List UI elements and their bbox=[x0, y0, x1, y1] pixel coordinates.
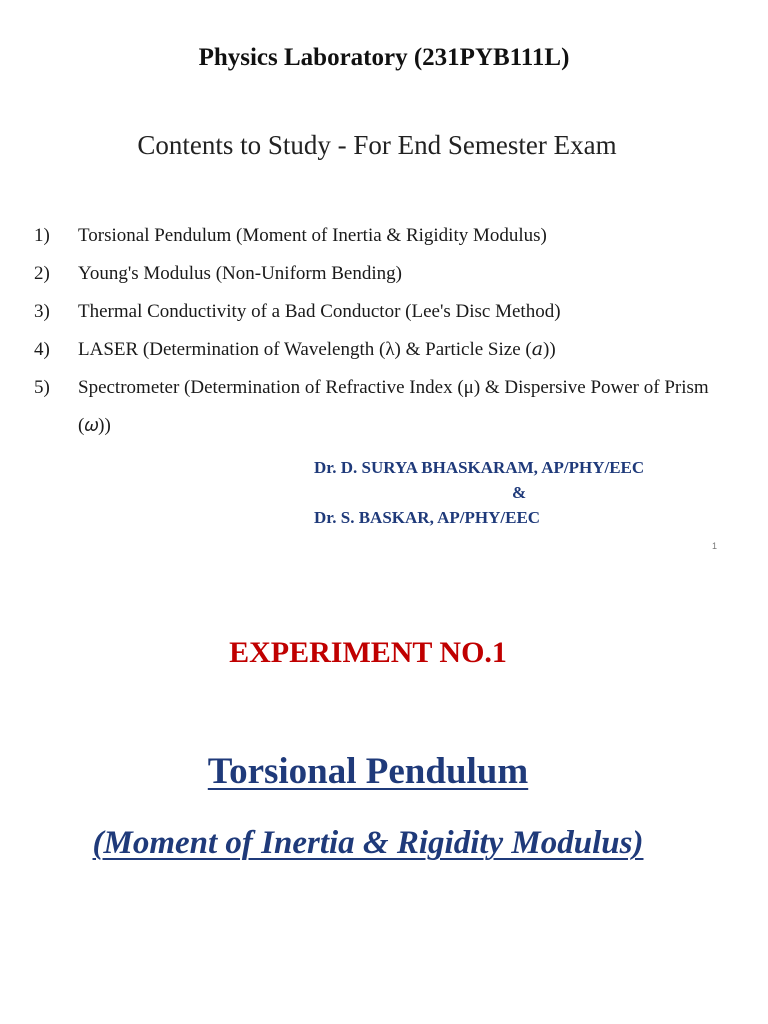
page-number: 1 bbox=[712, 541, 718, 551]
author-name: Dr. D. SURYA BHASKARAM, AP/PHY/EEC bbox=[314, 458, 645, 477]
page-title: Physics Laboratory (231PYB111L) bbox=[198, 44, 570, 71]
list-item bbox=[34, 222, 754, 260]
list-item bbox=[34, 260, 754, 298]
list-item-number: 5) bbox=[34, 377, 50, 398]
experiment-title: Torsional Pendulum bbox=[207, 751, 529, 792]
author-name: Dr. S. BASKAR, AP/PHY/EEC bbox=[314, 508, 541, 527]
author-separator: & bbox=[512, 483, 527, 502]
list-item bbox=[34, 374, 754, 450]
list-item-number: 4) bbox=[34, 339, 50, 360]
list-item-text: Thermal Conductivity of a Bad Conductor (Lee's Disc Method) bbox=[78, 301, 561, 322]
experiment-subtitle: (Moment of Inertia & Rigidity Modulus) bbox=[92, 825, 644, 861]
list-item-text: Young's Modulus (Non-Uniform Bending) bbox=[78, 263, 402, 284]
list-item-text: Torsional Pendulum (Moment of Inertia & Rigidity Modulus) bbox=[78, 225, 547, 246]
list-item-text: LASER (Determination of Wavelength (λ) & Particle Size (𝑎)) bbox=[78, 339, 556, 360]
list-item-number: 2) bbox=[34, 263, 50, 284]
list-item-text: Spectrometer (Determination of Refractive Index (μ) & Dispersive Power of Prism (𝜔)) bbox=[78, 377, 709, 436]
contents-list bbox=[34, 222, 754, 450]
list-item-number: 3) bbox=[34, 301, 50, 322]
experiment-label: EXPERIMENT NO.1 bbox=[229, 636, 507, 669]
list-item-number: 1) bbox=[34, 225, 50, 246]
contents-heading: Contents to Study - For End Semester Exam bbox=[137, 130, 617, 160]
list-item bbox=[34, 298, 754, 336]
